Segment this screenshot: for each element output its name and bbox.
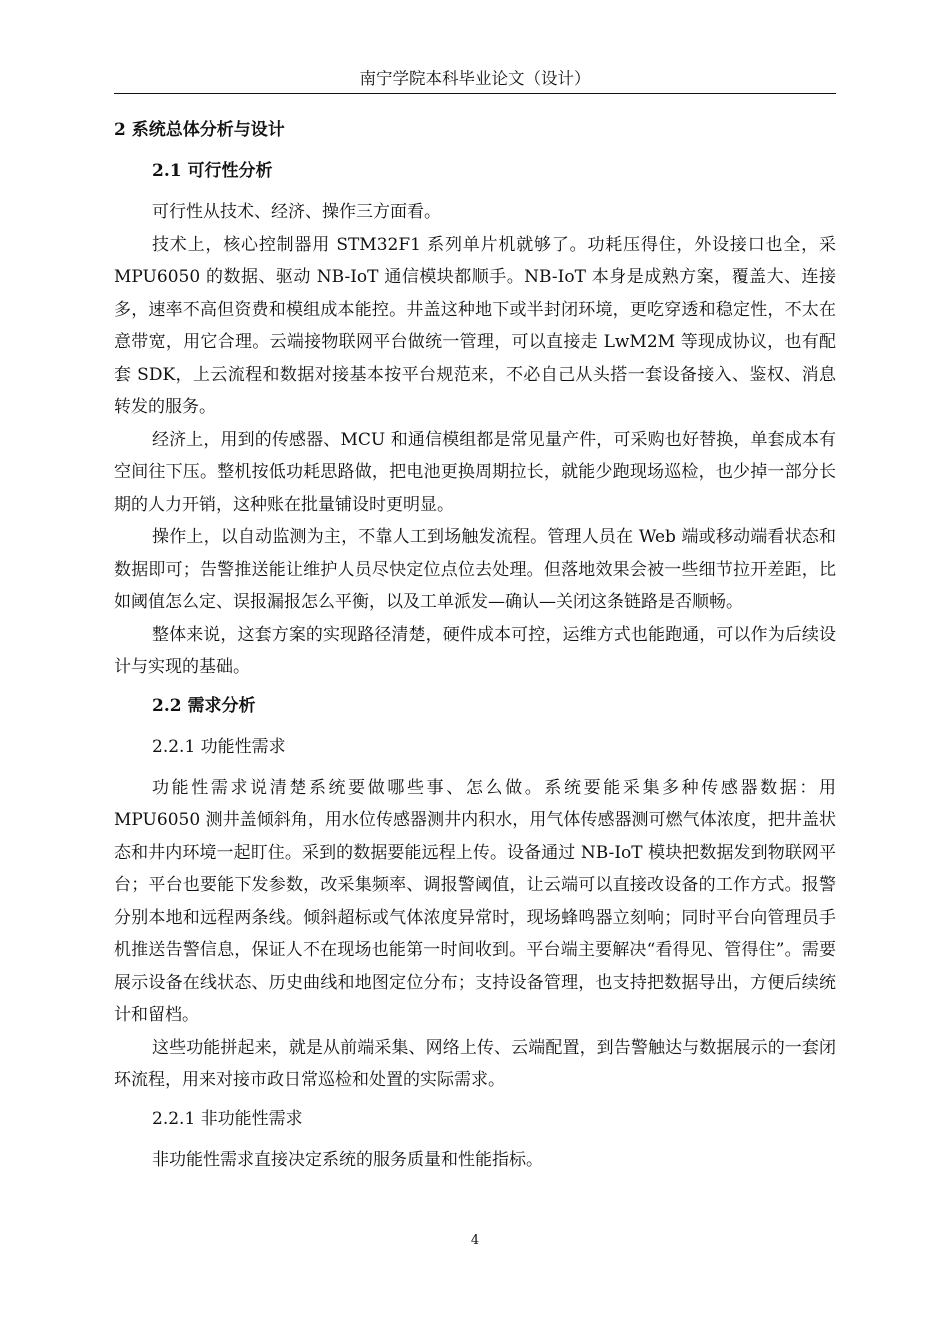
subsubsection-title-functional: 2.2.1 功能性需求 (152, 736, 286, 757)
section-title: 2 系统总体分析与设计 (114, 120, 285, 140)
paragraph: 技术上，核心控制器用 STM32F1 系列单片机就够了。功耗压得住，外设接口也全，采 MPU6050 的数据、驱动 NB-IoT 通信模块都顺手。NB-IoT 本身是成熟方案，覆盖大、连接多，速率不高但资费和模组成本能控。井盖这种地下或半封闭环境，更吃穿透和稳定性，不太在意带宽，用它合理。云端接物联网平台做统一管理，可以直接走 LwM2M 等现成协议，也有配套 SDK，上云流程和数据对接基本按平台规范来，不必自己从头搭一套设备接入、鉴权、消息转发的服务。 (114, 234, 836, 417)
page-header: 南宁学院本科毕业论文（设计） (359, 69, 591, 88)
paragraph: 经济上，用到的传感器、MCU 和通信模组都是常见量产件，可采购也好替换，单套成本有空间往下压。整机按低功耗思路做，把电池更换周期拉长，就能少跑现场巡检，也少掉一部分长期的人力开销，这种账在批量铺设时更明显。 (114, 429, 836, 515)
subsubsection-title-nonfunctional: 2.2.1 非功能性需求 (152, 1108, 303, 1129)
subsection-title-feasibility: 2.1 可行性分析 (152, 161, 273, 181)
paragraph: 可行性从技术、经济、操作三方面看。 (152, 202, 441, 222)
page-number: 4 (470, 1233, 480, 1248)
paragraph: 操作上，以自动监测为主，不靠人工到场触发流程。管理人员在 Web 端或移动端看状态和数据即可；告警推送能让维护人员尽快定位点位去处理。但落地效果会被一些细节拉开差距，比如阈值怎么定、误报漏报怎么平衡，以及工单派发—确认—关闭这条链路是否顺畅。 (114, 527, 836, 612)
subsection-title-requirements: 2.2 需求分析 (152, 695, 256, 716)
paragraph: 整体来说，这套方案的实现路径清楚，硬件成本可控，运维方式也能跑通，可以作为后续设计与实现的基础。 (114, 624, 836, 677)
header-divider (114, 93, 836, 94)
page-body (114, 114, 836, 1176)
paragraph: 这些功能拼起来，就是从前端采集、网络上传、云端配置，到告警触达与数据展示的一套闭环流程，用来对接市政日常巡检和处置的实际需求。 (114, 1037, 836, 1090)
paragraph: 非功能性需求直接决定系统的服务质量和性能指标。 (152, 1149, 543, 1170)
paragraph: 功能性需求说清楚系统要做哪些事、怎么做。系统要能采集多种传感器数据：用 MPU6050 测井盖倾斜角，用水位传感器测井内积水，用气体传感器测可燃气体浓度，把井盖状态和井内环境一起盯住。采到的数据要能远程上传。设备通过 NB-IoT 模块把数据发到物联网平台；平台也要能下发参数，改采集频率、调报警阈值，让云端可以直接改设备的工作方式。报警分别本地和远程两条线。倾斜超标或气体浓度异常时，现场蜂鸣器立刻响；同时平台向管理员手机推送告警信息，保证人不在现场也能第一时间收到。平台端主要解决“看得见、管得住”。需要展示设备在线状态、历史曲线和地图定位分布；支持设备管理，也支持把数据导出，方便后续统计和留档。 (114, 777, 836, 1025)
